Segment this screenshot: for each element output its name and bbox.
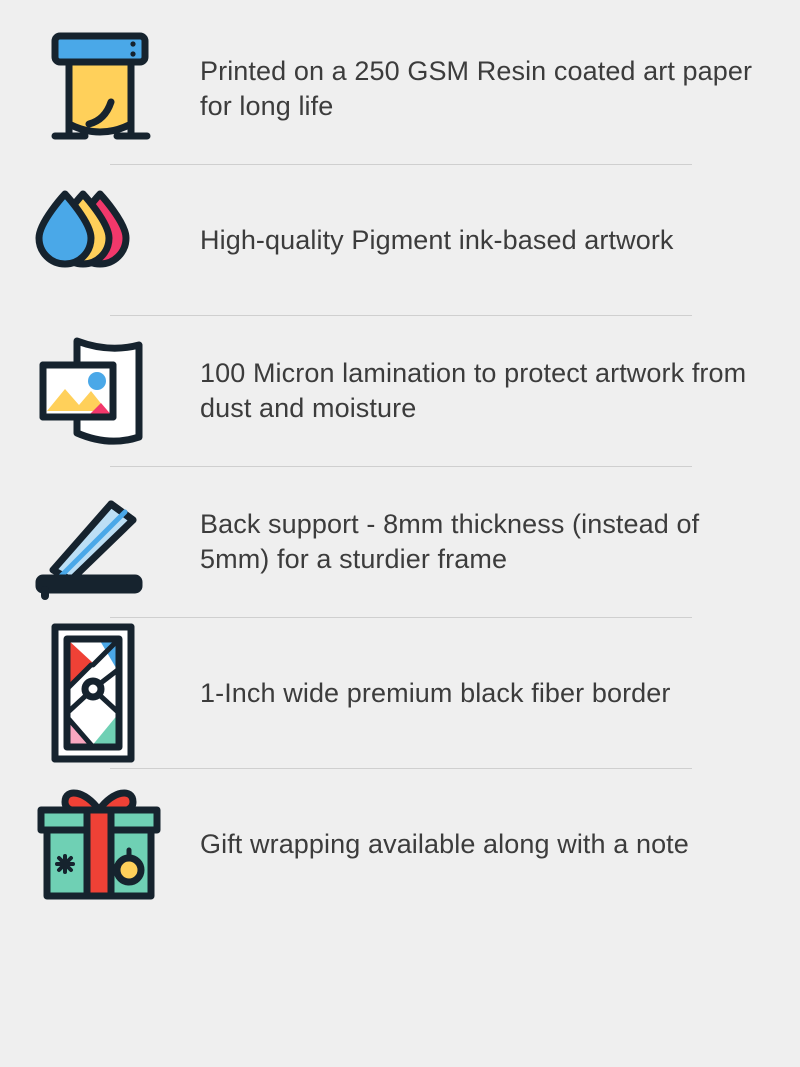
feature-row <box>0 14 800 164</box>
ink-drops-icon <box>0 180 200 300</box>
feature-text-cell <box>200 507 800 576</box>
back-support-stand-icon <box>0 482 200 602</box>
feature-text: High-quality Pigment ink-based artwork <box>200 224 674 255</box>
feature-row <box>0 467 800 617</box>
feature-text: Printed on a 250 GSM Resin coated art paper for long life <box>200 56 753 121</box>
feature-text-cell <box>200 827 800 862</box>
lamination-sheet-icon <box>0 321 200 461</box>
feature-text: Back support - 8mm thickness (instead of 5mm) for a sturdier frame <box>200 509 700 574</box>
feature-text: 1-Inch wide premium black fiber border <box>200 677 671 708</box>
feature-text-cell <box>200 356 800 425</box>
feature-text-cell <box>200 54 800 123</box>
feature-row <box>0 316 800 466</box>
framed-picture-icon <box>0 613 200 773</box>
feature-text-cell <box>200 676 800 711</box>
gift-box-icon <box>0 774 200 914</box>
feature-text-cell <box>200 223 800 258</box>
feature-text: Gift wrapping available along with a note <box>200 828 689 859</box>
feature-row <box>0 165 800 315</box>
feature-row <box>0 769 800 919</box>
feature-row <box>0 618 800 768</box>
feature-text: 100 Micron lamination to protect artwork from dust and moisture <box>200 358 747 423</box>
large-format-printer-icon <box>0 24 200 154</box>
